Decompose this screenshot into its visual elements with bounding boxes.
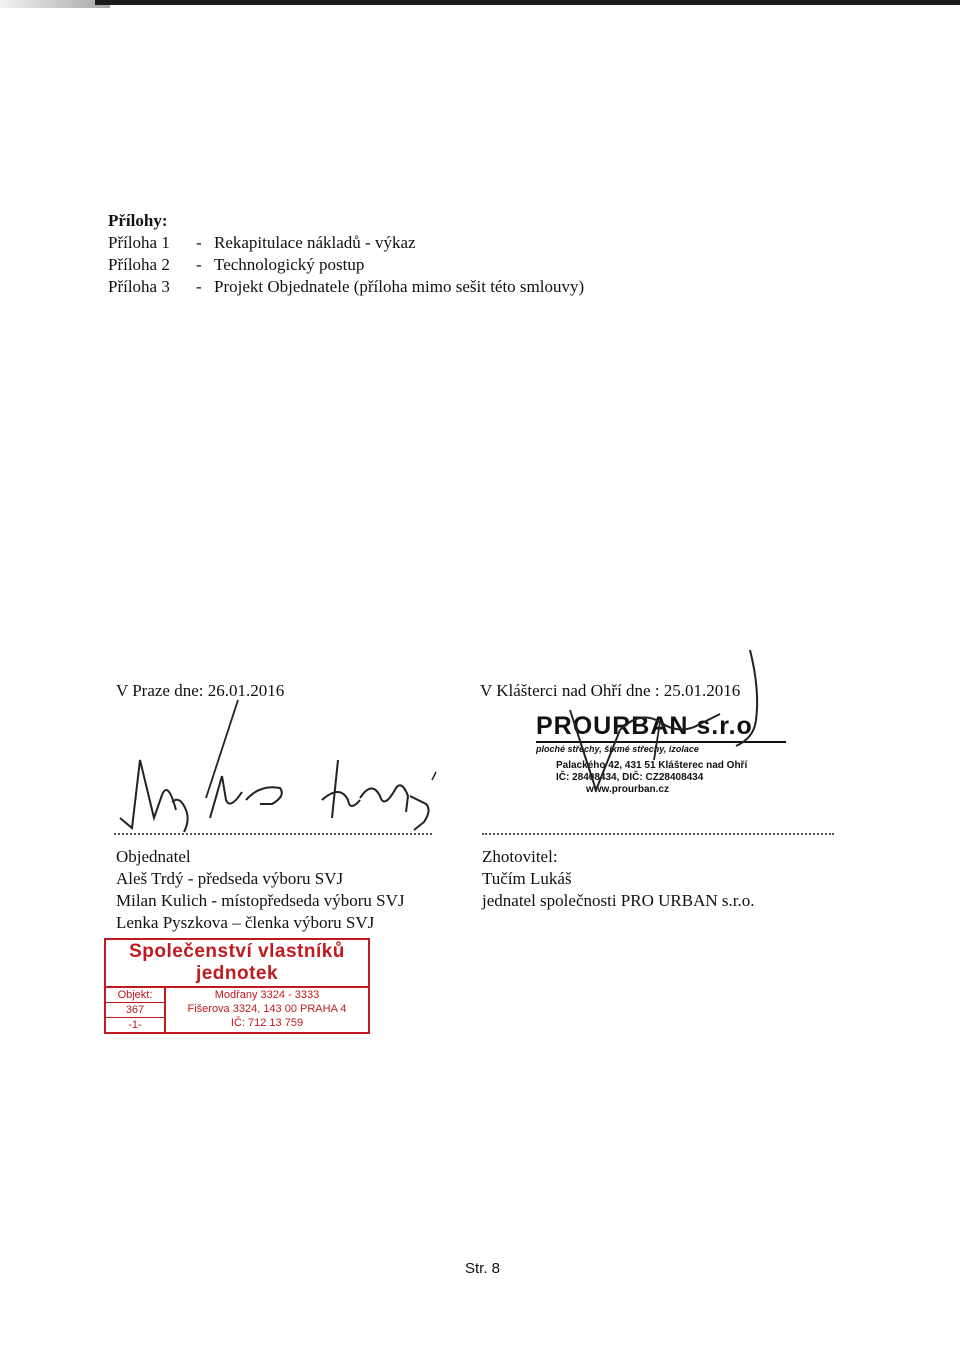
attachment-text: Technologický postup — [214, 255, 365, 274]
top-border-line — [95, 0, 960, 5]
right-role-label: Zhotovitel: — [482, 847, 558, 866]
attachment-dash: - — [196, 255, 202, 274]
attachment-dash: - — [196, 233, 202, 252]
right-handwritten-signature — [560, 650, 780, 800]
contractor-name: Tučím Lukáš — [482, 869, 572, 888]
svj-stamp — [104, 938, 370, 1034]
prourban-stamp-web: www.prourban.cz — [586, 784, 669, 795]
right-signature-line — [482, 833, 834, 835]
svj-stamp-objekt-number: 367 — [106, 1003, 164, 1018]
signatory-line: Milan Kulich - místopředseda výboru SVJ — [116, 891, 405, 910]
left-role-label: Objednatel — [116, 847, 191, 866]
contractor-position: jednatel společnosti PRO URBAN s.r.o. — [482, 891, 755, 910]
attachment-item — [108, 232, 584, 254]
left-handwritten-signatures — [110, 700, 450, 850]
prourban-stamp-brand: PROURBAN s.r.o — [536, 712, 753, 740]
right-place-date: V Klášterci nad Ohří dne : 25.01.2016 — [480, 681, 741, 700]
attachment-text: Projekt Objednatele (příloha mimo sešit této smlouvy) — [214, 277, 585, 296]
attachment-label: Příloha 3 — [108, 277, 170, 296]
right-party-block — [482, 846, 754, 912]
prourban-stamp-ids: IČ: 28408434, DIČ: CZ28408434 — [556, 772, 704, 783]
svj-stamp-title: Společenství vlastníků jednotek — [106, 940, 368, 988]
svj-stamp-objekt-label: Objekt: — [106, 988, 164, 1003]
left-party-block — [116, 846, 405, 934]
scan-edge-mark — [0, 0, 110, 8]
attachment-item — [108, 276, 584, 298]
attachment-text: Rekapitulace nákladů - výkaz — [214, 233, 416, 252]
left-place-date: V Praze dne: 26.01.2016 — [116, 681, 285, 700]
attachments-heading: Přílohy: — [108, 211, 168, 230]
prourban-stamp-address: Palackého 42, 431 51 Klášterec nad Ohří — [556, 760, 748, 771]
prourban-stamp-tagline: ploché střechy, šikmé střechy, izolace — [536, 741, 786, 754]
svj-stamp-line: IČ: 712 13 759 — [230, 1017, 304, 1029]
page-number: Str. 8 — [465, 1260, 501, 1277]
attachment-item — [108, 254, 584, 276]
attachments-section — [108, 210, 584, 298]
signatory-line: Aleš Trdý - předseda výboru SVJ — [116, 869, 344, 888]
svj-stamp-line: Modřany 3324 - 3333 — [214, 989, 320, 1001]
attachment-label: Příloha 1 — [108, 233, 170, 252]
svj-stamp-page: -1- — [128, 1019, 142, 1031]
svj-stamp-line: Fišerova 3324, 143 00 PRAHA 4 — [187, 1003, 347, 1015]
attachment-dash: - — [196, 277, 202, 296]
attachment-label: Příloha 2 — [108, 255, 170, 274]
signatory-line: Lenka Pyszkova – členka výboru SVJ — [116, 913, 375, 932]
